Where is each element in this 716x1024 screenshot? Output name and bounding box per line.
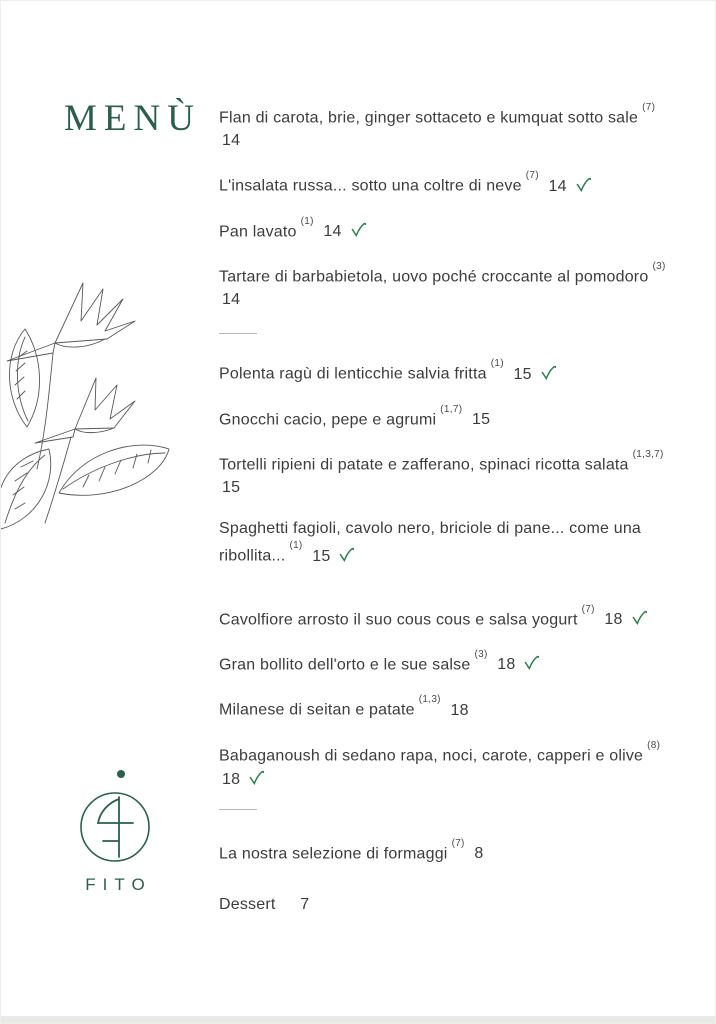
- item-price: 18: [450, 701, 469, 719]
- fito-monogram-icon: [67, 767, 163, 867]
- allergen-note: (3): [652, 260, 666, 272]
- item-text: Milanese di seitan e patate: [219, 701, 415, 719]
- item-text: Pan lavato: [219, 222, 297, 240]
- brand-name: FITO: [85, 875, 152, 894]
- menu-item: [219, 604, 673, 631]
- item-text: La nostra selezione di formaggi: [219, 845, 448, 863]
- vegan-check-icon: [247, 769, 264, 786]
- item-price: 7: [300, 896, 310, 914]
- item-price: 8: [474, 845, 484, 863]
- item-text: Gran bollito dell'orto e le sue salse: [219, 656, 471, 674]
- brand-block: [63, 767, 167, 895]
- vegan-check-icon: [522, 654, 539, 671]
- section-divider: [219, 809, 257, 810]
- item-price: 14: [323, 222, 342, 240]
- logo-dot: [117, 770, 125, 778]
- allergen-note: (1,7): [440, 403, 463, 415]
- allergen-note: (1): [300, 215, 314, 227]
- item-text: Polenta ragù di lenticchie salvia fritta: [219, 365, 487, 383]
- page-title: MENÙ: [64, 98, 201, 139]
- allergen-note: (7): [642, 102, 656, 113]
- allergen-note: (1): [490, 358, 504, 370]
- menu-section-primi: [219, 358, 673, 567]
- allergen-note: (1,3): [418, 694, 441, 706]
- menu-item: [219, 649, 673, 676]
- item-price: 14: [548, 177, 567, 195]
- botanical-illustration-icon: [0, 277, 197, 539]
- allergen-note: (7): [581, 603, 595, 615]
- vegan-check-icon: [539, 364, 556, 381]
- item-text: Tartare di barbabietola, uovo poché croccante al pomodoro: [219, 268, 649, 286]
- menu-item: [219, 216, 673, 243]
- item-text: Dessert: [219, 896, 276, 914]
- menu-item: [219, 694, 673, 721]
- menu-item: [219, 449, 673, 499]
- menu-item: [219, 517, 673, 567]
- page-bottom-edge: [1, 1016, 715, 1023]
- item-text: L'insalata russa... sotto una coltre di neve: [219, 177, 522, 195]
- menu-item: [219, 170, 673, 197]
- item-text: Cavolfiore arrosto il suo cous cous e salsa yogurt: [219, 610, 578, 628]
- menu-item: [219, 838, 673, 865]
- menu-section-formaggi-dessert: [219, 838, 673, 916]
- allergen-note: (7): [451, 837, 465, 849]
- menu-item: [219, 261, 673, 311]
- item-price: 15: [222, 479, 241, 497]
- item-price: 14: [222, 132, 241, 150]
- item-text: Flan di carota, brie, ginger sottaceto e kumquat sotto sale: [219, 109, 639, 127]
- item-text: Gnocchi cacio, pepe e agrumi: [219, 410, 437, 428]
- item-price: 15: [513, 365, 532, 383]
- allergen-note: (8): [647, 739, 661, 751]
- allergen-note: (1): [289, 540, 303, 552]
- item-price: 15: [472, 410, 491, 428]
- menu-item: [219, 893, 673, 916]
- vegan-check-icon: [630, 609, 647, 626]
- vegan-check-icon: [349, 221, 366, 238]
- allergen-note: (7): [525, 170, 539, 182]
- item-price: 18: [497, 656, 516, 674]
- vegan-check-icon: [574, 176, 591, 193]
- menu-section-secondi: [219, 604, 673, 791]
- menu-item: [219, 740, 673, 791]
- item-price: 18: [222, 770, 241, 788]
- item-text: Babaganoush di sedano rapa, noci, carote, capperi e olive: [219, 746, 644, 764]
- menu-section-antipasti: [219, 102, 673, 311]
- menu-item: [219, 358, 673, 385]
- vegan-check-icon: [337, 546, 354, 563]
- item-price: 14: [222, 291, 241, 309]
- item-price: 15: [312, 547, 331, 565]
- item-text: Tortelli ripieni di patate e zafferano, spinaci ricotta salata: [219, 456, 629, 474]
- menu-column: [219, 102, 673, 934]
- menu-item: [219, 102, 673, 152]
- allergen-note: (3): [474, 648, 488, 660]
- allergen-note: (1,3,7): [632, 448, 664, 460]
- section-divider: [219, 333, 257, 334]
- item-price: 18: [604, 610, 623, 628]
- menu-item: [219, 404, 673, 431]
- item-text: Spaghetti fagioli, cavolo nero, briciole di pane... come una ribollita...: [219, 520, 642, 565]
